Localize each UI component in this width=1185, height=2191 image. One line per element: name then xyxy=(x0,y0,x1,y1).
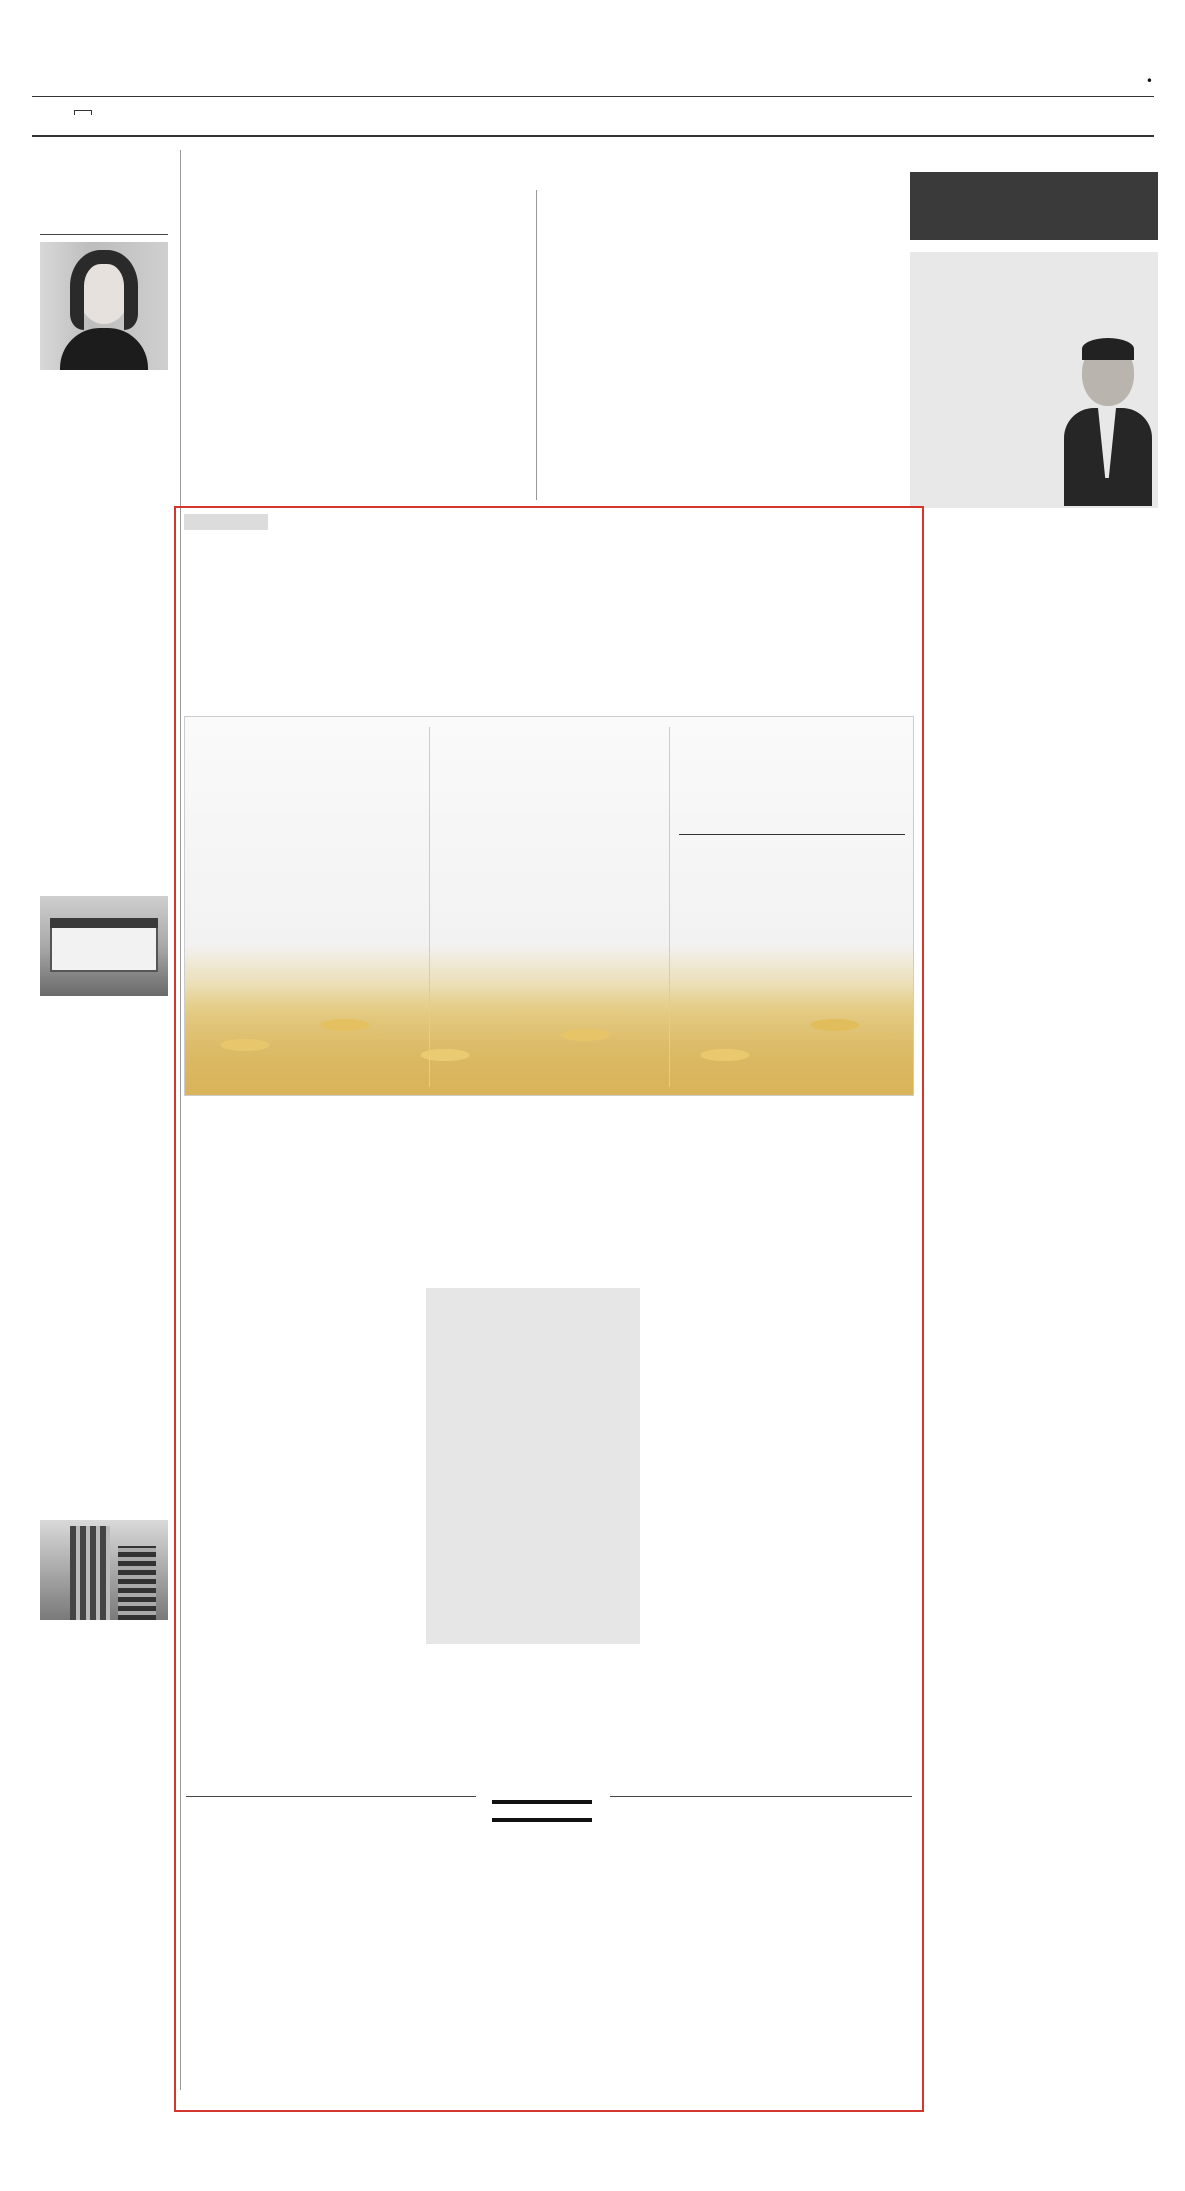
stat-2-5 xyxy=(492,1800,592,1808)
main-col-3 xyxy=(650,1126,912,1128)
viceminister-photo xyxy=(40,242,168,370)
chart-divider xyxy=(669,727,670,1087)
enfasis-rule xyxy=(40,234,168,235)
top-article-comercio xyxy=(548,190,884,204)
chart-divider xyxy=(429,727,430,1087)
table-rows xyxy=(679,837,905,947)
location-line: • xyxy=(1145,74,1153,88)
chart-table-comercio xyxy=(199,731,421,991)
table-header xyxy=(199,817,421,835)
agro-box xyxy=(196,1808,486,1820)
agro-rule xyxy=(186,1796,476,1797)
section-rule xyxy=(32,135,1154,137)
top-vrule xyxy=(536,190,537,500)
left-s3 xyxy=(40,1632,170,1642)
consumo-box xyxy=(426,1288,640,1644)
author-photo xyxy=(1060,338,1154,506)
turismo-rule xyxy=(610,1796,912,1797)
museum-photo xyxy=(40,896,168,996)
bar-chart-svg xyxy=(441,785,659,1045)
stat-5-7 xyxy=(492,1818,592,1826)
chart-bar-valle xyxy=(441,731,659,1061)
main-col-1 xyxy=(188,1256,416,1260)
infographic xyxy=(184,716,914,1096)
main-kicker xyxy=(184,514,268,530)
opinion-teaser xyxy=(910,252,1158,508)
chart-table-industria xyxy=(679,731,905,991)
turismo-box xyxy=(620,1808,912,1820)
section-tab xyxy=(74,110,92,115)
opinion-banner xyxy=(910,172,1158,240)
top-article-industria xyxy=(194,190,524,204)
opinion-body xyxy=(936,528,1154,532)
left-s1 xyxy=(40,378,170,388)
table-rows xyxy=(199,837,421,987)
stats-box xyxy=(492,1800,592,1828)
table-header xyxy=(679,817,905,835)
china-photo xyxy=(40,1520,168,1620)
left-s2 xyxy=(40,1010,170,1020)
masthead-rule xyxy=(32,96,1154,97)
